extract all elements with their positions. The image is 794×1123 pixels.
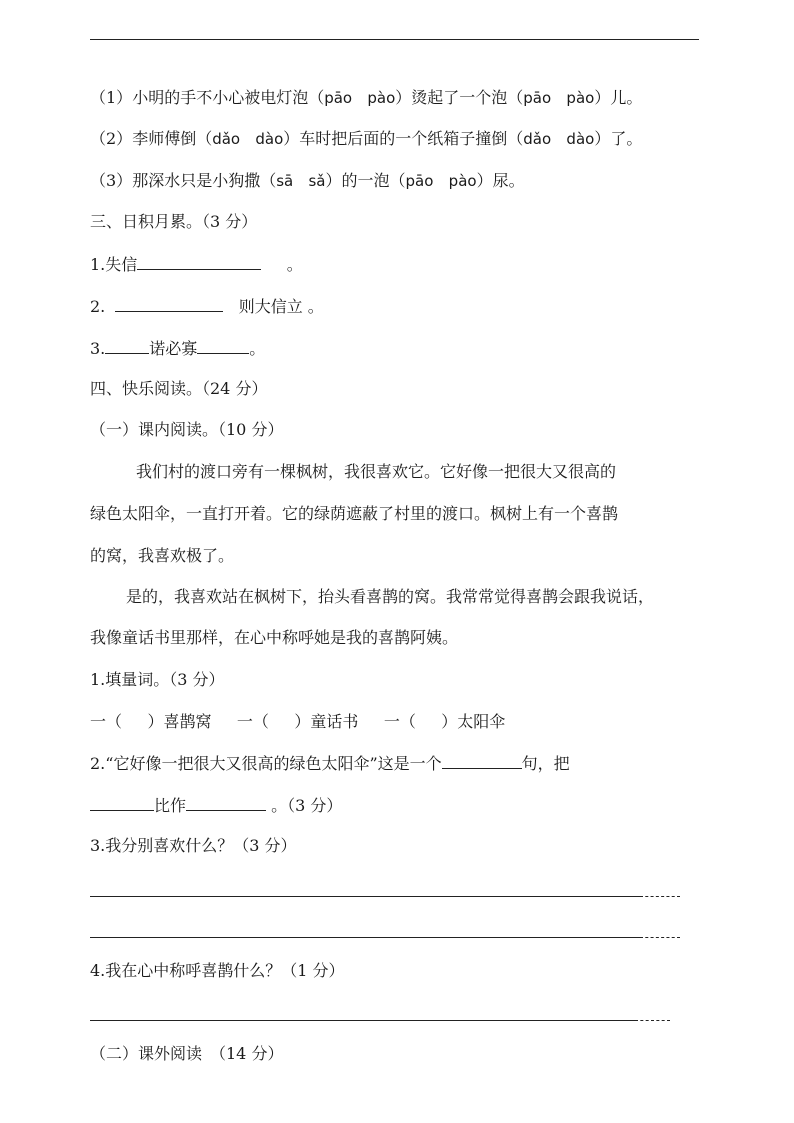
answer-line[interactable] (90, 1020, 635, 1021)
question-3-title: 3.我分别喜欢什么？（3 分） (90, 836, 297, 855)
passage-line: 是的，我喜欢站在枫树下，抬头看喜鹊的窝。我常常觉得喜鹊会跟我说话， (126, 587, 655, 606)
answer-blank[interactable] (105, 337, 149, 354)
answer-blank[interactable] (197, 337, 249, 354)
answer-line[interactable] (90, 937, 640, 938)
passage-line: 绿色太阳伞，一直打开着。它的绿荫遮蔽了村里的渡口。枫树上有一个喜鹊 (90, 504, 619, 523)
section3-title: 三、日积月累。（3 分） (90, 212, 258, 231)
answer-line-tail (635, 1020, 670, 1021)
section3-q3: 3. 诺必寡 。 (90, 339, 266, 358)
part2-title: （二）课外阅读 （14 分） (90, 1044, 284, 1063)
question-4-title: 4.我在心中称呼喜鹊什么？（1 分） (90, 961, 345, 980)
section4-title: 四、快乐阅读。（24 分） (90, 379, 268, 398)
pinyin-item-3: （3）那深水只是小狗撒（sā sǎ）的一泡（pāo pào）尿。 (90, 171, 525, 190)
answer-line-tail (640, 896, 680, 897)
section3-q1: 1.失信 。 (90, 255, 303, 274)
answer-blank[interactable] (442, 752, 522, 769)
header-rule (90, 39, 699, 40)
answer-blank[interactable] (137, 253, 261, 270)
question-1-title: 1.填量词。（3 分） (90, 670, 225, 689)
passage-line: 我像童话书里那样，在心中称呼她是我的喜鹊阿姨。 (90, 628, 459, 647)
passage-line: 的窝，我喜欢极了。 (90, 546, 235, 565)
answer-line-tail (640, 937, 680, 938)
answer-blank[interactable] (115, 295, 223, 312)
answer-blank[interactable] (186, 794, 266, 811)
question-1-items: 一（ ）喜鹊窝 一（ ）童话书 一（ ）太阳伞 (90, 712, 506, 731)
answer-line[interactable] (90, 896, 640, 897)
passage-line: 我们村的渡口旁有一棵枫树，我很喜欢它。它好像一把很大又很高的 (136, 462, 617, 481)
pinyin-item-1: （1）小明的手不小心被电灯泡（pāo pào）烫起了一个泡（pāo pào）儿。 (90, 88, 643, 107)
answer-blank[interactable] (90, 794, 154, 811)
pinyin-item-2: （2）李师傅倒（dǎo dào）车时把后面的一个纸箱子撞倒（dǎo dào）了。 (90, 129, 643, 148)
question-2-line1: 2.“它好像一把很大又很高的绿色太阳伞”这是一个 句，把 (90, 754, 570, 773)
part1-title: （一）课内阅读。（10 分） (90, 420, 284, 439)
question-2-line2: 比作 。（3 分） (90, 794, 342, 817)
section3-q2: 2. 则大信立 。 (90, 297, 324, 316)
